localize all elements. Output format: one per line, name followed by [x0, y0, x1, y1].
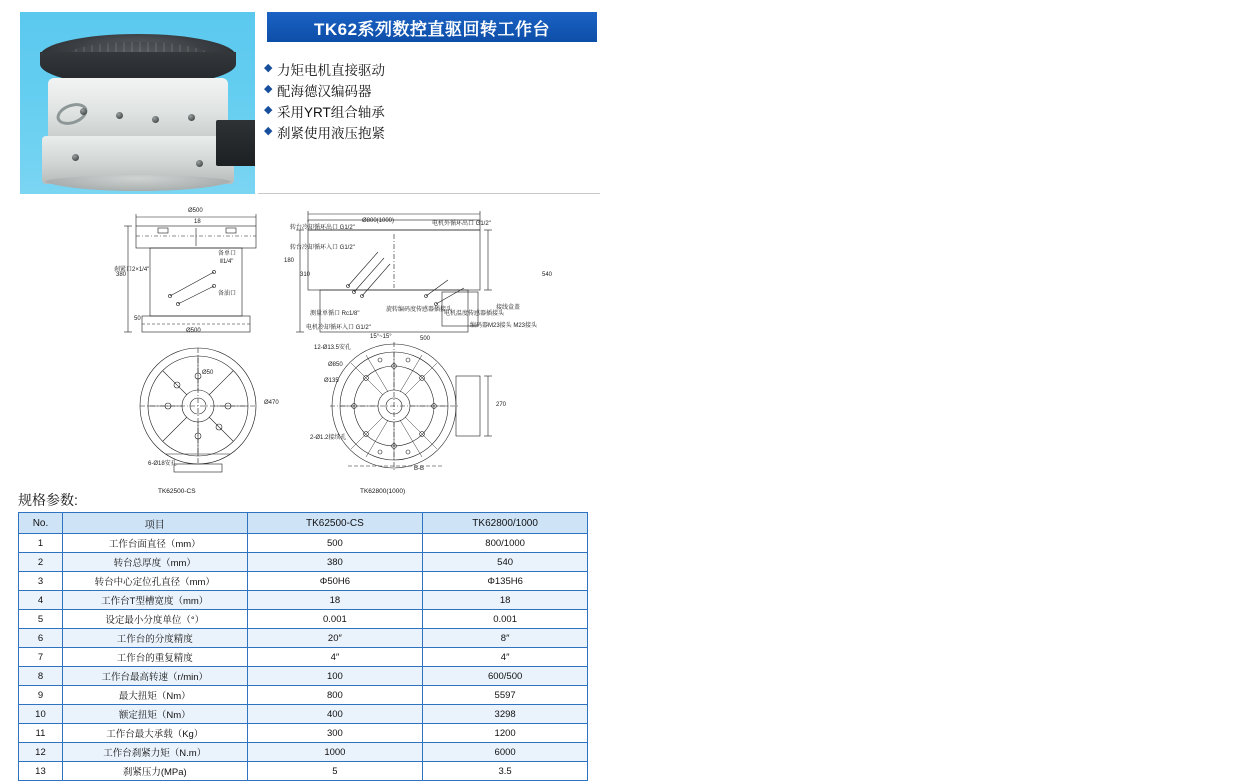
hole-label: 6-Ø18安孔	[148, 461, 177, 467]
table-row	[19, 534, 588, 553]
table-row	[19, 629, 588, 648]
column-header-item: 项目	[62, 513, 247, 534]
port-hole-icon	[80, 108, 87, 115]
cell-no: 11	[19, 724, 63, 743]
cell-no: 9	[19, 686, 63, 705]
port-label: 刹紧口2×1/4"	[114, 267, 150, 273]
cell-value-2: 600/500	[423, 667, 588, 686]
drawing-caption-left: TK62500-CS	[158, 488, 196, 495]
cell-item: 转台中心定位孔直径（mm）	[62, 572, 247, 591]
cell-item: 工作台最高转速（r/min）	[62, 667, 247, 686]
table-row	[19, 743, 588, 762]
cell-value-2: 8″	[423, 629, 588, 648]
cell-item: 转台总厚度（mm）	[62, 553, 247, 572]
cell-value-2: 5597	[423, 686, 588, 705]
cell-no: 1	[19, 534, 63, 553]
cell-value-1: 500	[247, 534, 423, 553]
diamond-bullet-icon: ◆	[264, 125, 273, 137]
cell-value-1: 400	[247, 705, 423, 724]
part-label: 接线盒盖	[496, 305, 521, 311]
port-hole-icon	[152, 116, 159, 123]
cell-value-1: 1000	[247, 743, 423, 762]
cell-value-2: Φ135H6	[423, 572, 588, 591]
table-header-row	[19, 513, 588, 534]
cell-value-1: 800	[247, 686, 423, 705]
dim-label: 540	[542, 272, 553, 278]
cell-value-2: 3298	[423, 705, 588, 724]
feature-list	[264, 58, 600, 142]
thread-label: Ⅱ1/4"	[220, 259, 234, 265]
table-row	[19, 610, 588, 629]
port-label: 测量单循口 Rc1/8"	[310, 311, 360, 317]
section-label: B-B	[414, 466, 425, 472]
cell-value-1: 18	[247, 591, 423, 610]
port-hole-icon	[116, 112, 123, 119]
dim-label: 50	[134, 316, 141, 322]
product-photo	[20, 12, 255, 194]
dim-label: Ø470	[264, 400, 279, 406]
cell-item: 工作台的重复精度	[62, 648, 247, 667]
dim-label: Ø500	[188, 208, 203, 214]
feature-item	[264, 58, 600, 79]
cell-value-1: 4″	[247, 648, 423, 667]
feature-label: 采用YRT组合轴承	[277, 104, 385, 120]
table-row	[19, 553, 588, 572]
header-divider	[258, 193, 600, 194]
table-row	[19, 686, 588, 705]
cell-value-2: 0.001	[423, 610, 588, 629]
port-label: 转台冷却循环出口 G1/2"	[290, 225, 355, 231]
cell-item: 刹紧压力(MPa)	[62, 762, 247, 781]
table-base	[42, 136, 234, 184]
feature-label: 力矩电机直接驱动	[277, 62, 385, 78]
cell-value-1: 20″	[247, 629, 423, 648]
cell-no: 5	[19, 610, 63, 629]
table-row	[19, 572, 588, 591]
cell-no: 12	[19, 743, 63, 762]
dim-label: 380	[116, 272, 127, 278]
dim-label: Ø800(1000)	[362, 218, 395, 224]
feature-label: 配海德汉编码器	[277, 83, 372, 99]
dim-label: 180	[284, 258, 295, 264]
cell-item: 额定扭矩（Nm）	[62, 705, 247, 724]
cell-value-1: 5	[247, 762, 423, 781]
cell-value-2: 1200	[423, 724, 588, 743]
dim-label: Ø850	[328, 362, 343, 368]
dim-label: Ø500	[186, 328, 201, 334]
dim-label: 18	[194, 219, 201, 225]
angle-label: 15°~15°	[370, 334, 392, 340]
dim-label: 310	[300, 272, 311, 278]
cell-value-1: Φ50H6	[247, 572, 423, 591]
hole-label: 12-Ø13.5安孔	[314, 345, 352, 351]
junction-box	[216, 120, 255, 166]
feature-item	[264, 100, 600, 121]
table-row	[19, 667, 588, 686]
column-header-no: No.	[19, 513, 63, 534]
cell-value-2: 6000	[423, 743, 588, 762]
feature-label: 刹紧使用液压抱紧	[277, 125, 385, 141]
cell-no: 10	[19, 705, 63, 724]
diamond-bullet-icon: ◆	[264, 62, 273, 74]
table-row	[19, 591, 588, 610]
cell-item: 设定最小分度单位（°）	[62, 610, 247, 629]
dim-label: 270	[496, 402, 507, 408]
table-row	[19, 724, 588, 743]
port-label: 转台冷却循环入口 G1/2"	[290, 245, 355, 251]
cell-value-2: 18	[423, 591, 588, 610]
rotary-table-illustration	[20, 12, 255, 194]
port-label: 备油口	[218, 291, 237, 297]
base-bolt-icon	[196, 160, 203, 167]
product-title: TK62系列数控直驱回转工作台	[267, 12, 597, 42]
cell-item: 工作台刹紧力矩（N.m）	[62, 743, 247, 762]
sensor-label: 旋转编码度传感器插接头	[386, 307, 453, 313]
table-row	[19, 762, 588, 781]
cell-value-2: 4″	[423, 648, 588, 667]
cell-value-1: 300	[247, 724, 423, 743]
port-label: 电机外循环出口 G1/2"	[432, 221, 491, 227]
cell-no: 8	[19, 667, 63, 686]
port-label: 电机冷却循环入口 G1/2"	[306, 325, 371, 331]
spec-table	[18, 512, 588, 781]
table-row	[19, 648, 588, 667]
diamond-bullet-icon: ◆	[264, 83, 273, 95]
feature-item	[264, 121, 600, 142]
cell-value-2: 800/1000	[423, 534, 588, 553]
cell-no: 4	[19, 591, 63, 610]
dim-label: Ø50	[202, 370, 214, 376]
dim-label: Ø135	[324, 378, 339, 384]
base-bolt-icon	[72, 154, 79, 161]
cell-value-1: 0.001	[247, 610, 423, 629]
cell-item: 工作台的分度精度	[62, 629, 247, 648]
cell-item: 工作台最大承载（Kg）	[62, 724, 247, 743]
cell-no: 3	[19, 572, 63, 591]
column-header-model-1: TK62500-CS	[247, 513, 423, 534]
technical-drawings	[18, 200, 600, 495]
dim-label: 500	[420, 336, 431, 342]
drawing-caption-right: TK62800(1000)	[360, 488, 406, 495]
cell-value-2: 540	[423, 553, 588, 572]
cell-value-1: 100	[247, 667, 423, 686]
cell-value-1: 380	[247, 553, 423, 572]
spec-heading: 规格参数:	[18, 492, 78, 508]
cell-item: 最大扭矩（Nm）	[62, 686, 247, 705]
column-header-model-2: TK62800/1000	[423, 513, 588, 534]
cell-no: 7	[19, 648, 63, 667]
connector-label: 编码器M23接头 M23接头	[470, 323, 538, 329]
diamond-bullet-icon: ◆	[264, 104, 273, 116]
hole-label: 2-Ø1.2接续孔	[310, 435, 347, 441]
cell-no: 13	[19, 762, 63, 781]
table-row	[19, 705, 588, 724]
cell-no: 6	[19, 629, 63, 648]
port-label: 备单口	[218, 251, 237, 257]
port-hole-icon	[188, 114, 195, 121]
cell-no: 2	[19, 553, 63, 572]
feature-item	[264, 79, 600, 100]
cell-value-2: 3.5	[423, 762, 588, 781]
cell-item: 工作台T型槽宽度（mm）	[62, 591, 247, 610]
cell-item: 工作台面直径（mm）	[62, 534, 247, 553]
sensor-label: 电机温度传感器插接头	[444, 311, 505, 317]
